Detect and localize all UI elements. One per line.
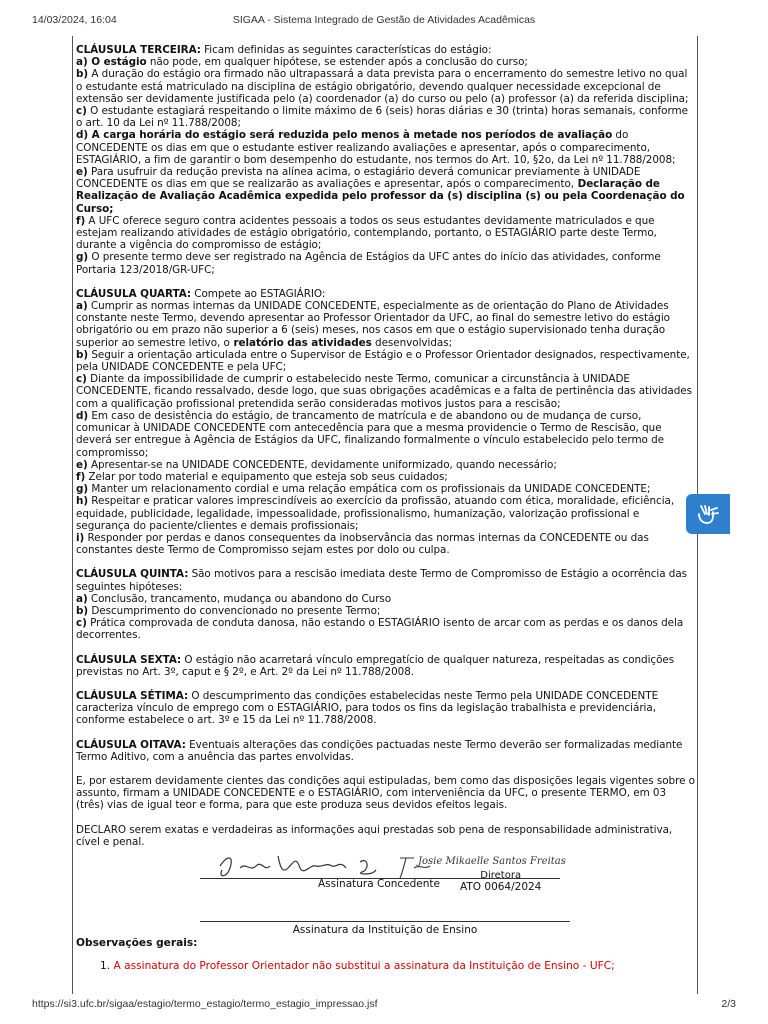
clausula-terceira-c: c) O estudante estagiará respeitando o limite máximo de 6 (seis) horas diárias e 30 (trinta) horas semanais, conforme o art. 10 da Lei nº 11.788/2008;: [76, 105, 688, 130]
clausula-quinta-c: c) Prática comprovada de conduta danosa, não estando o ESTAGIÁRIO isento de arcar com as perdas e os danos dela decorrentes.: [76, 617, 684, 642]
clausula-quarta-c: c) Diante da impossibilidade de cumprir o estabelecido neste Termo, comunicar a circunstância à UNIDADE CONCEDENTE, ficando ressalvado, desde logo, que suas obrigações acadêmicas e a falta de pertinência das atividades com a qualificação profissional pretendida serão consideradas motivos justos para a rescisão;: [76, 373, 692, 410]
clausula-terceira-e: e) Para usufruir da redução prevista na alínea acima, o estagiário deverá comunicar previamente à UNIDADE CONCEDENTE os dias em que se realizarão as avaliações e apresentar, após o comparecimento, Declaração de Realização de Avaliação Acadêmica expedida pelo professor da (s) disciplina (s) ou pela Coordenação do Curso;: [76, 166, 685, 215]
signature-area: [190, 854, 590, 904]
clausula-sexta: CLÁUSULA SEXTA: O estágio não acarretará vínculo empregatício de qualquer natureza, respeitadas as condições previstas no Art. 3º, caput e § 2º, e Art. 2º da Lei nº 11.788/2008.: [76, 653, 675, 678]
instituicao-label: Assinatura da Instituição de Ensino: [292, 924, 478, 936]
clausula-quinta-a: a) Conclusão, trancamento, mudança ou abandono do Curso: [76, 592, 392, 605]
diretora-label: Diretora: [480, 870, 522, 881]
clausula-quarta-a: a) Cumprir as normas internas da UNIDADE CONCEDENTE, especialmente as de orientação do Plano de Atividades constante neste Termo, devendo apresentar ao Professor Orientador da UFC, ao final do semestre letivo do estágio obrigatório ou em prazo não superior a 6 (seis) meses, nos casos em que o estágio supervisionado tenha duração superior ao semestre letivo, o relatório das atividades desenvolvidas;: [76, 300, 670, 349]
document-body: [76, 44, 696, 848]
clausula-quarta-d: d) Em caso de desistência do estágio, de trancamento de matrícula e de abandono ou de mudança de curso, comunicar à UNIDADE CONCEDENTE com antecedência para que a mesma providencie o Termo de Rescisão, que deverá ser entregue à Agência de Estágios da UFC, finalizando formalmente o vínculo estabelecido pelo termo de compromisso;: [76, 409, 664, 459]
clausula-terceira-b: b) A duração do estágio ora firmado não ultrapassará a data prevista para o encerramento do semestre letivo no qual o estudante está matriculado na disciplina de estágio obrigatório, devendo qualquer necessidade excepcional de extensão ser devidamente justificada pelo (a) coordenador (a) do curso ou pelo (a) professor (a) da referida disciplina;: [76, 68, 689, 105]
declaro-paragraph: DECLARO serem exatas e verdadeiras as informações aqui prestadas sob pena de responsabilidade administrativa, cível e penal.: [76, 823, 673, 848]
clausula-quarta-e: e) Apresentar-se na UNIDADE CONCEDENTE, devidamente uniformizado, quando necessário;: [76, 458, 557, 471]
observacoes-title: Observações gerais:: [76, 937, 198, 949]
sign-language-icon: [695, 502, 721, 526]
clausula-quarta-i: i) Responder por perdas e danos consequentes da inobservância das normas internas da CONCEDENTE ou das constantes deste Termo de Compromisso sejam estes por dolo ou culpa.: [76, 531, 649, 557]
clausula-oitava: CLÁUSULA OITAVA: Eventuais alterações das condições pactuadas neste Termo deverão ser formalizadas mediante Termo Aditivo, com a anuência das partes envolvidas.: [76, 738, 683, 763]
page-url: https://si3.ufc.br/sigaa/estagio/termo_estagio/termo_estagio_impressao.jsf: [32, 998, 378, 1010]
print-header: [32, 14, 736, 28]
clausula-quarta-b: b) Seguir a orientação articulada entre o Supervisor de Estágio e o Professor Orientador designados, respectivamente, pela UNIDADE CONCEDENTE e pela UFC;: [76, 348, 690, 374]
clausula-quarta-heading: CLÁUSULA QUARTA: Compete ao ESTAGIÁRIO:: [76, 287, 326, 300]
concedente-label: Assinatura Concedente: [318, 878, 440, 890]
print-datetime: 14/03/2024, 16:04: [32, 14, 117, 26]
accessibility-button[interactable]: [686, 494, 730, 534]
clausula-terceira-f: f) A UFC oferece seguro contra acidentes pessoais a todos os seus estudantes devidamente matriculados e que estejam realizando atividades de estágio obrigatório, contemplando, portanto, o ESTAGIÁRIO parte deste Termo, durante a vigência do compromisso de estágio;: [76, 214, 657, 252]
clausula-setima: CLÁUSULA SÉTIMA: O descumprimento das condições estabelecidas neste Termo pela UNIDADE CONCEDENTE caracteriza vínculo de emprego com o ESTAGIÁRIO, para todos os fins da legislação trabalhista e previdenciária, conforme estabelece o art. 3º e 15 da Lei nº 11.788/2008.: [76, 689, 659, 727]
clausula-quinta-b: b) Descumprimento do convencionado no presente Termo;: [76, 604, 381, 617]
ato-label: ATO 0064/2024: [460, 880, 542, 893]
clausula-terceira-g: g) O presente termo deve ser registrado na Agência de Estágios da UFC antes do início das atividades, conforme Portaria 123/2018/GR-UFC;: [76, 251, 661, 276]
observacao-item: 1. A assinatura do Professor Orientador não substitui a assinatura da Instituição de Ensino - UFC;: [100, 960, 615, 972]
instituicao-signature-line: [200, 921, 570, 922]
clausula-terceira-d: d) A carga horária do estágio será reduzida pelo menos à metade nos períodos de avaliação do CONCEDENTE os dias em que o estudante estiver realizando avaliações e apresentar, após o comparecimento, ESTAGIÁRIO, a fim de garantir o bom desempenho do estudante, nos termos do Art. 10, §2o, da Lei nº 11.788/2008;: [76, 129, 676, 166]
signature-handwritten-name: Josie Mikaelle Santos Freitas: [418, 856, 566, 867]
closing-paragraph: E, por estarem devidamente cientes das condições aqui estipuladas, bem como das disposições legais vigentes sobre o assunto, firmam a UNIDADE CONCEDENTE e o ESTAGIÁRIO, com interveniência da UFC, o presente TERMO, em 03 (três) vias de igual teor e forma, para que este produza seus devidos efeitos legais.: [76, 774, 695, 812]
clausula-terceira-a: a) O estágio não pode, em qualquer hipótese, se estender após a conclusão do curso;: [76, 56, 528, 69]
clausula-quinta-heading: CLÁUSULA QUINTA: São motivos para a rescisão imediata deste Termo de Compromisso de Estágio a ocorrência das seguintes hipóteses:: [76, 568, 688, 593]
print-title: SIGAA - Sistema Integrado de Gestão de Atividades Acadêmicas: [232, 14, 536, 26]
clausula-quarta-h: h) Respeitar e praticar valores imprescindíveis ao exercício da profissão, atuando com ética, moralidade, eficiência, equidade, publicidade, legalidade, impessoalidade, profissionalismo, humanização, valorização profissional e segurança do paciente/clientes e demais profissionais;: [76, 495, 675, 532]
clausula-terceira-heading: CLÁUSULA TERCEIRA: Ficam definidas as seguintes características do estágio:: [76, 44, 492, 56]
print-footer: [32, 998, 736, 1012]
page-number: 2/3: [721, 998, 736, 1010]
diretora-stamp: [460, 871, 541, 892]
clausula-quarta-f: f) Zelar por todo material e equipamento que esteja sob seus cuidados;: [76, 470, 448, 483]
clausula-quarta-g: g) Manter um relacionamento cordial e uma relação empática com os profissionais da UNIDADE CONCEDENTE;: [76, 483, 651, 496]
